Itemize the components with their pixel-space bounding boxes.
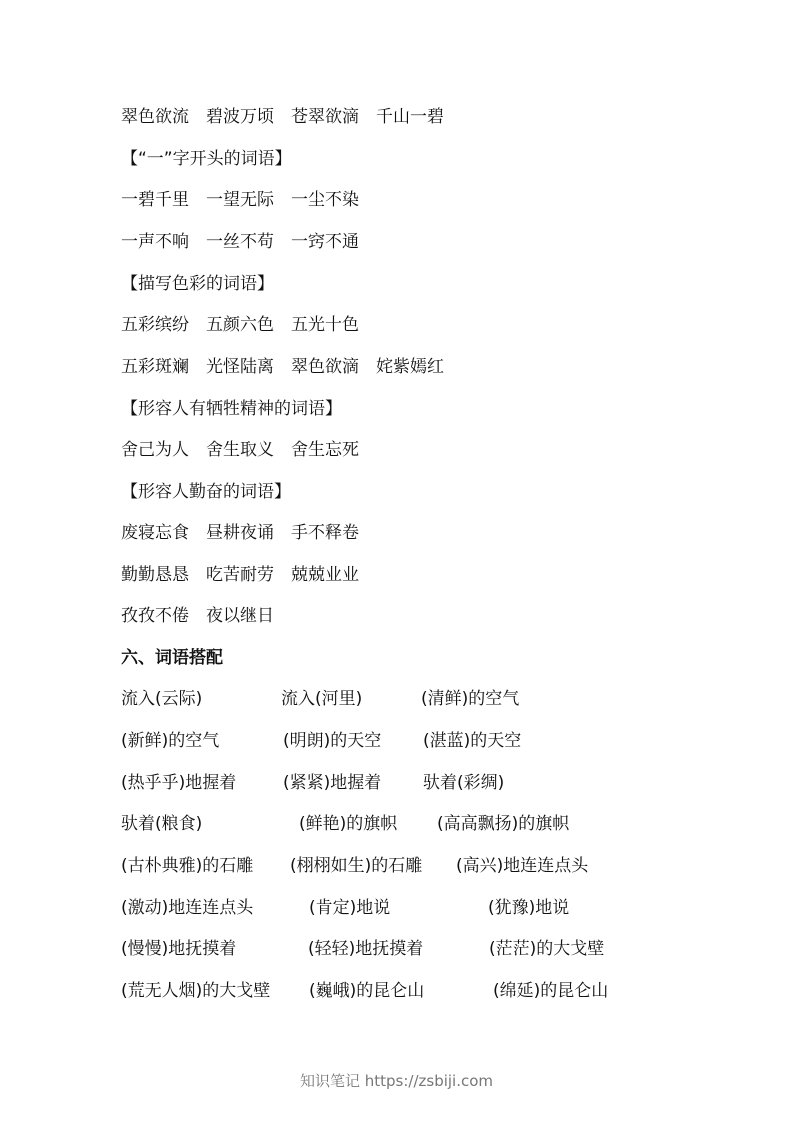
collocation-item: 流入(河里) xyxy=(281,689,363,709)
collocation-item: (巍峨)的昆仑山 xyxy=(309,981,425,1001)
category-heading: 【“一”字开头的词语】 xyxy=(121,149,292,169)
collocation-item: (激动)地连连点头 xyxy=(121,898,254,918)
collocation-item: (明朗)的天空 xyxy=(283,731,382,751)
word-list-line: 勤勤恳恳 吃苦耐劳 兢兢业业 xyxy=(121,565,359,585)
word-list-line: 五彩缤纷 五颜六色 五光十色 xyxy=(121,315,359,335)
collocation-item: (栩栩如生)的石雕 xyxy=(290,856,423,876)
collocation-item: (高高飘扬)的旗帜 xyxy=(437,814,570,834)
category-heading: 【描写色彩的词语】 xyxy=(121,274,274,294)
word-list-line: 五彩斑斓 光怪陆离 翠色欲滴 姹紫嫣红 xyxy=(121,357,444,377)
category-heading: 【形容人勤奋的词语】 xyxy=(121,482,291,502)
collocation-item: 流入(云际) xyxy=(121,689,203,709)
collocation-item: (清鲜)的空气 xyxy=(421,689,520,709)
collocation-item: (犹豫)地说 xyxy=(488,898,570,918)
word-list-line: 一碧千里 一望无际 一尘不染 xyxy=(121,190,359,210)
collocation-item: 驮着(彩绸) xyxy=(423,773,505,793)
collocation-item: (紧紧)地握着 xyxy=(283,773,382,793)
collocation-item: (古朴典雅)的石雕 xyxy=(121,856,254,876)
section-heading: 六、词语搭配 xyxy=(121,648,223,668)
word-list-line: 孜孜不倦 夜以继日 xyxy=(121,606,274,626)
word-list-line: 废寝忘食 昼耕夜诵 手不释卷 xyxy=(121,523,359,543)
word-list-line: 一声不响 一丝不苟 一窍不通 xyxy=(121,232,359,252)
collocation-item: 驮着(粮食) xyxy=(121,814,203,834)
category-heading: 【形容人有牺牲精神的词语】 xyxy=(121,399,342,419)
word-list-line: 翠色欲流 碧波万顷 苍翠欲滴 千山一碧 xyxy=(121,107,444,127)
collocation-item: (荒无人烟)的大戈壁 xyxy=(121,981,271,1001)
word-list-line: 舍己为人 舍生取义 舍生忘死 xyxy=(121,440,359,460)
collocation-item: (肯定)地说 xyxy=(309,898,391,918)
collocation-item: (高兴)地连连点头 xyxy=(456,856,589,876)
collocation-item: (新鲜)的空气 xyxy=(121,731,220,751)
collocation-item: (绵延)的昆仑山 xyxy=(493,981,609,1001)
collocation-item: (湛蓝)的天空 xyxy=(423,731,522,751)
collocation-item: (轻轻)地抚摸着 xyxy=(308,939,424,959)
page-footer: 知识笔记 https://zsbiji.com xyxy=(299,1072,494,1090)
collocation-item: (慢慢)地抚摸着 xyxy=(121,939,237,959)
collocation-item: (茫茫)的大戈壁 xyxy=(489,939,605,959)
collocation-item: (热乎乎)地握着 xyxy=(121,773,237,793)
collocation-item: (鲜艳)的旗帜 xyxy=(299,814,398,834)
